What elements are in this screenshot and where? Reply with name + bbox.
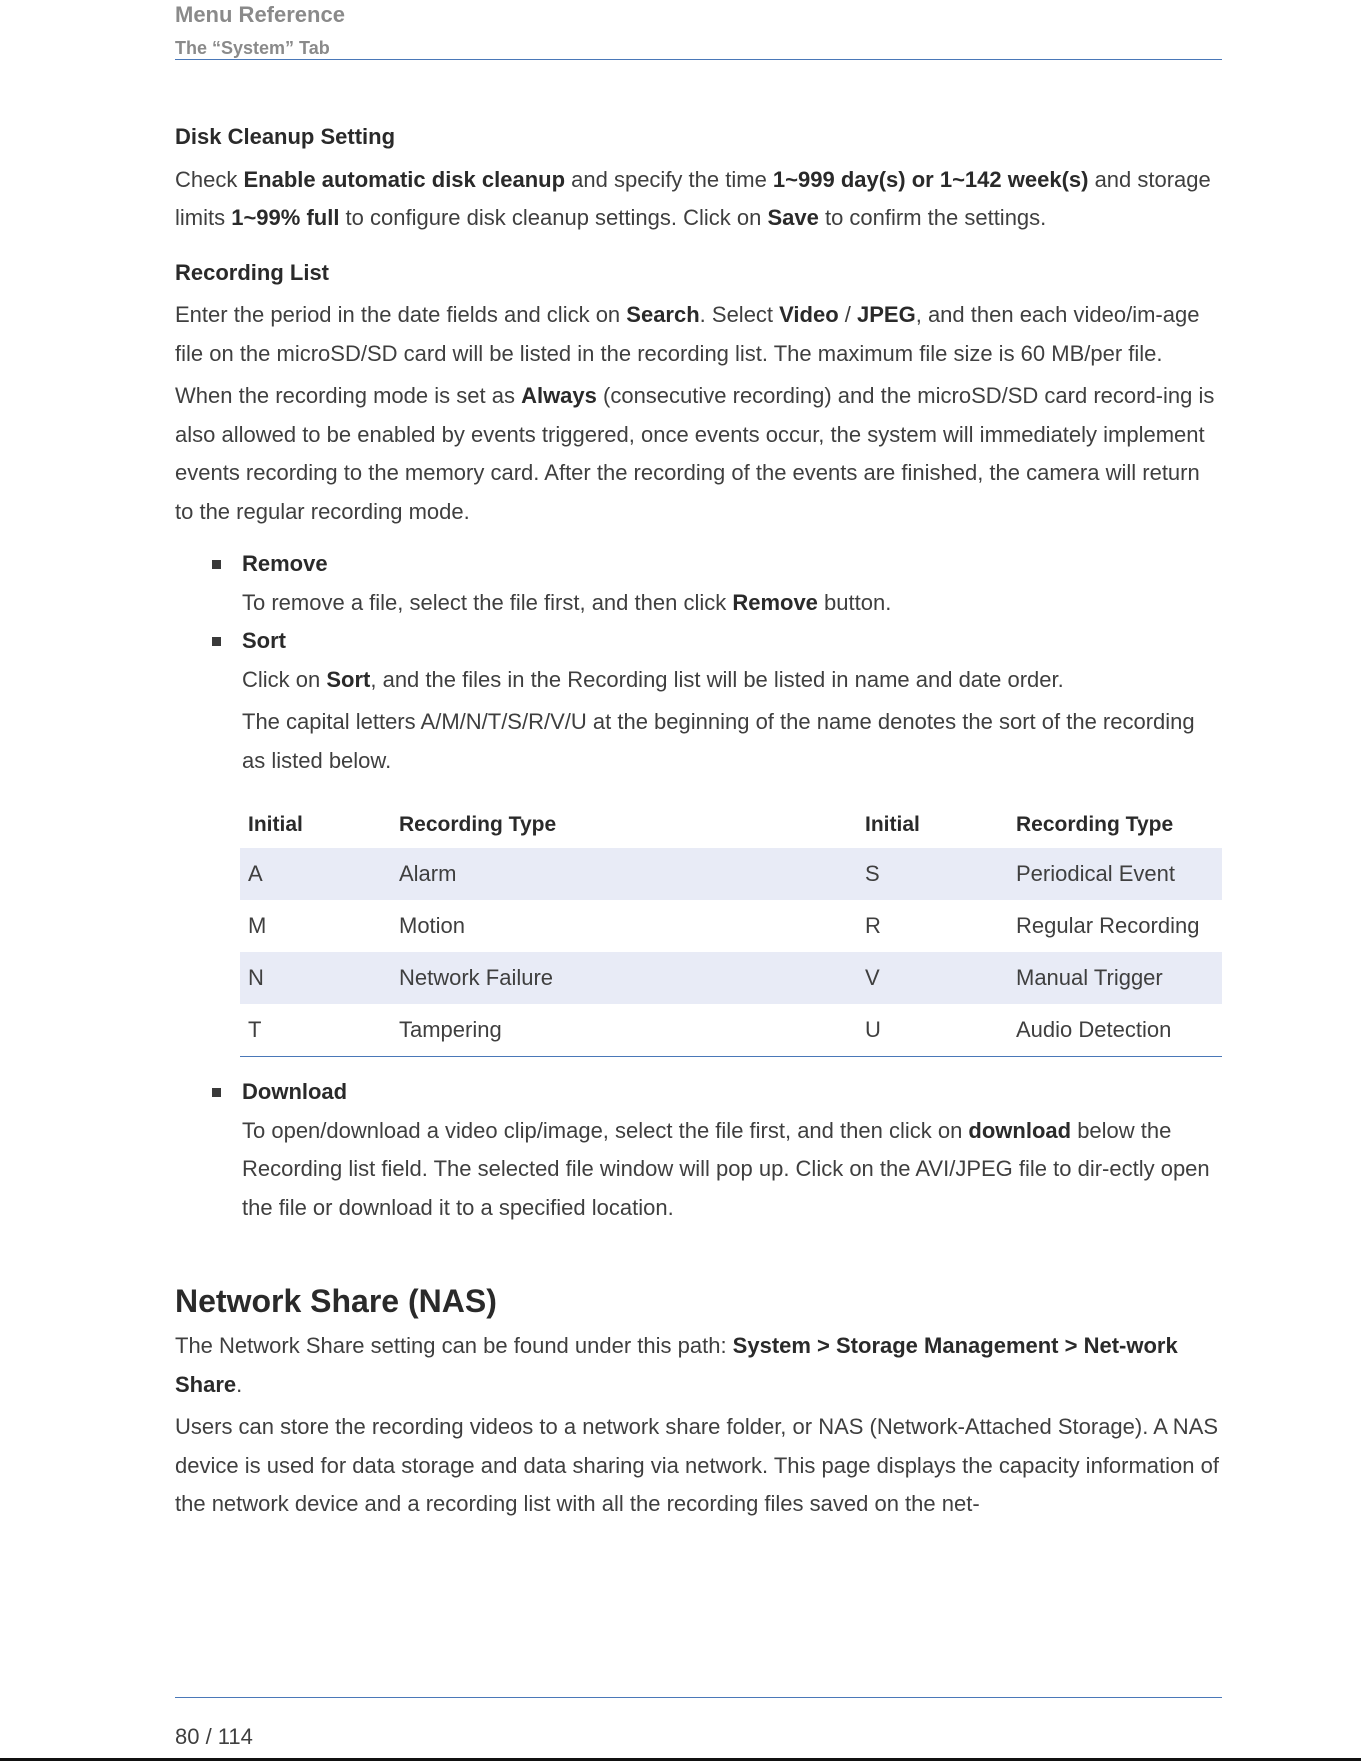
text-run: to configure disk cleanup settings. Click on [339,205,768,230]
header-rule [175,59,1222,60]
nas-heading: Network Share (NAS) [175,1283,497,1319]
bullet-title: Download [242,1079,348,1104]
bold-run: download [968,1117,1072,1143]
table-cell: Motion [399,913,466,938]
nas-paragraph-1 [175,1327,1222,1404]
table-header: Recording Type [399,813,557,836]
footer-rule [175,1697,1222,1698]
table-header: Initial [865,813,920,836]
bold-run: System > Storage Management > Net-work Share [175,1333,1178,1397]
table-row [240,848,1222,900]
bullet-title: Sort [242,628,286,653]
bullet-remove [175,545,1222,584]
table-header: Recording Type [1016,813,1174,836]
text-run: . Select [699,302,780,327]
bold-run: Video [779,302,839,327]
bullet-title: Remove [242,551,328,576]
table-cell: Network Failure [391,952,857,1004]
table-cell: N [240,952,391,1004]
table-row [240,1004,1222,1057]
text-run: , and then each video/im-age file on the microSD/SD card will be listed in the recording list. The maximum file size is 60 MB/per file. [175,302,1200,366]
table-cell: Regular Recording [1016,913,1200,938]
header-subtitle: The “System” Tab [175,38,330,58]
table-cell: U [857,1004,1008,1057]
download-body [175,1112,1222,1228]
text-run: The Network Share setting can be found under this path: [175,1333,733,1358]
table-cell: R [865,913,881,938]
text-run: To open/download a video clip/image, select the file first, and then click on [242,1117,969,1143]
recording-list-paragraph-2 [175,377,1222,531]
bullet-download [175,1073,1222,1112]
table-row [240,900,1222,952]
text-run: , and the files in the Recording list will be listed in name and date order. [370,666,1064,692]
table-cell: M [248,913,267,938]
square-bullet-icon [212,637,221,646]
bold-run: 1~99% full [231,205,340,230]
sort-paragraph-1 [242,661,1222,700]
bold-run: Always [521,383,597,408]
table-cell: Manual Trigger [1008,952,1222,1004]
bold-run: Search [626,302,700,327]
bold-run: Save [767,205,819,230]
bold-run: Sort [326,666,371,692]
table-row [240,952,1222,1004]
table-cell: Tampering [391,1004,857,1057]
recording-type-table [240,802,1222,1057]
page-content [175,118,1222,1524]
table-cell: Alarm [391,848,857,900]
text-run: Click on [242,666,327,692]
square-bullet-icon [212,560,221,569]
table-cell: A [240,848,391,900]
text-run: Enter the period in the date fields and click on [175,302,627,327]
table-cell: V [857,952,1008,1004]
text-run: to confirm the settings. [818,205,1047,230]
text-run: When the recording mode is set as [175,383,522,408]
remove-paragraph [242,584,1222,623]
page-number: 80 / 114 [175,1724,253,1749]
download-paragraph [242,1112,1222,1228]
table-header: Initial [248,813,303,836]
text-run: below the Recording list field. The selected file window will pop up. Click on the AVI/JPEG file to dir-ectly open the file or download it to a specified location. [242,1117,1210,1220]
sort-body [175,661,1222,781]
sort-paragraph-2: The capital letters A/M/N/T/S/R/V/U at the beginning of the name denotes the sort of the recording as listed below. [242,709,1195,773]
text-run: Check [175,166,244,192]
text-run: button. [817,589,892,615]
disk-cleanup-paragraph [175,161,1222,238]
recording-list-paragraph-1 [175,296,1222,373]
bold-run: Enable automatic disk cleanup [243,166,566,192]
bold-run: Remove [732,589,818,615]
table-cell: S [857,848,1008,900]
text-run: (consecutive recording) and the microSD/SD card record-ing is also allowed to be enabled by events triggered, once events occur, the system will immediately implement events recording to the memory card. After the recording of the events are finished, the camera will return to the regular recording mode. [175,383,1215,524]
table-cell: Audio Detection [1008,1004,1222,1057]
table-cell: T [240,1004,391,1057]
text-run: . [236,1371,243,1397]
text-run: To remove a file, select the file first, and then click [242,589,733,615]
remove-body [175,584,1222,623]
text-run: / [838,302,858,327]
bold-run: JPEG [857,302,916,327]
square-bullet-icon [212,1088,221,1097]
disk-cleanup-heading: Disk Cleanup Setting [175,124,396,149]
text-run: and storage limits [175,166,1211,230]
bold-run: 1~999 day(s) or 1~142 week(s) [772,166,1089,192]
text-run: and specify the time [565,166,773,192]
bullet-sort [175,622,1222,661]
table-header-row [240,802,1222,848]
recording-list-heading: Recording List [175,259,330,285]
header-title: Menu Reference [175,2,345,27]
table-cell: Periodical Event [1008,848,1222,900]
nas-paragraph-2: Users can store the recording videos to a network share folder, or NAS (Network-Attached Storage). A NAS device is used for data storage and data sharing via network. This page displays the capacity information of the network device and a recording list with all the recording files saved on the net- [175,1414,1219,1516]
